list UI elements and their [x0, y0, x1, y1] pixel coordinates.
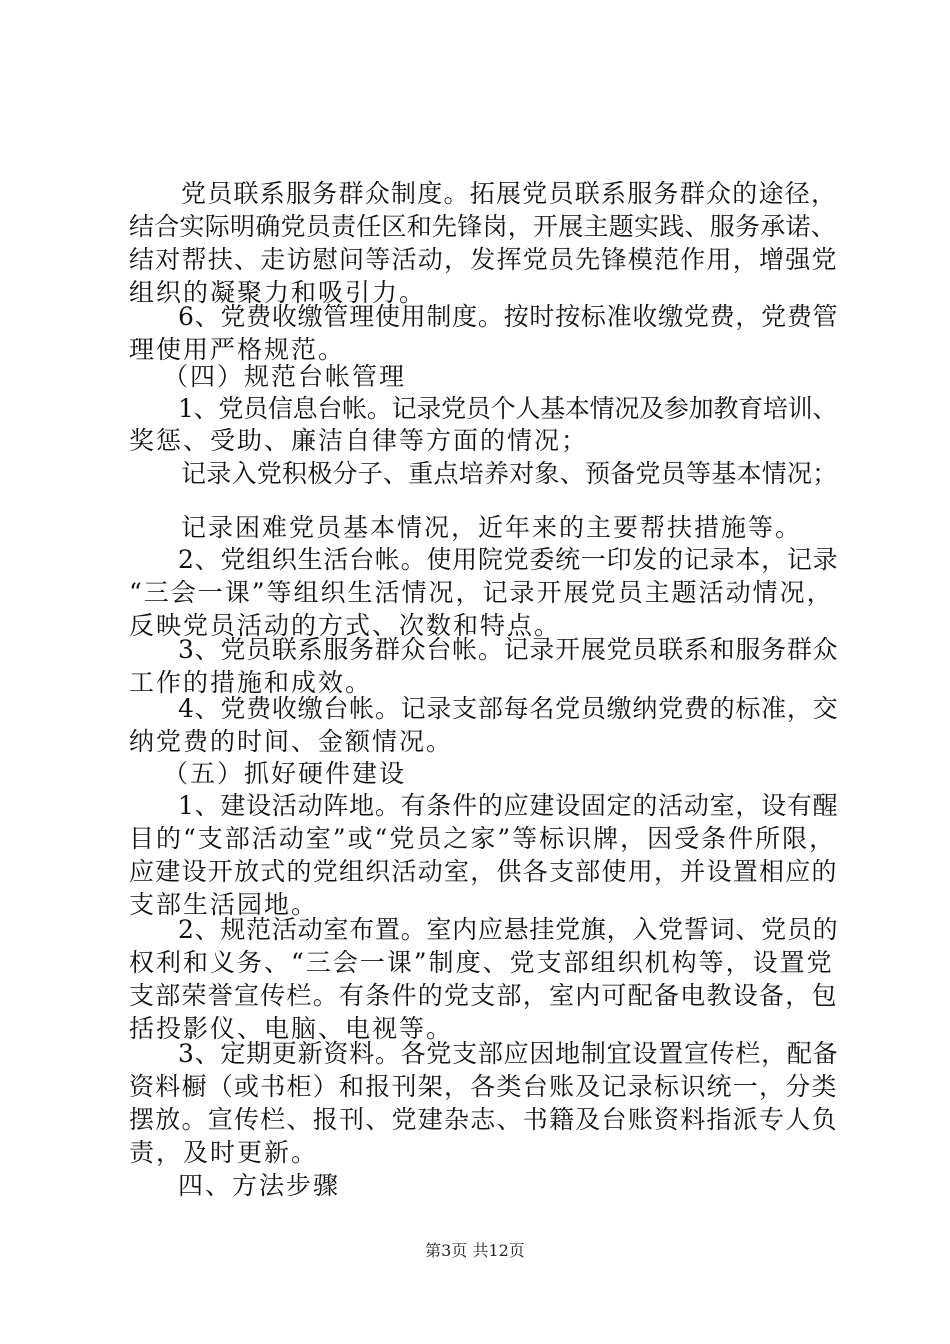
page-number: 第3页 共12页: [425, 1241, 525, 1260]
text-line: 理使用严格规范。: [129, 335, 346, 364]
section-heading: （四）规范台帐管理: [163, 362, 407, 391]
text-line: 支部荣誉宣传栏。有条件的党支部，室内可配备电教设备，包: [129, 981, 838, 1010]
text-line: 摆放。宣传栏、报刊、党建杂志、书籍及台账资料指派专人负: [129, 1105, 838, 1134]
text-line: 责，及时更新。: [129, 1138, 319, 1167]
text-line: 3、党员联系服务群众台帐。记录开展党员联系和服务群众: [178, 635, 839, 664]
section-heading: （五）抓好硬件建设: [163, 759, 407, 788]
text-line: 资料橱（或书柜）和报刊架，各类台账及记录标识统一，分类: [129, 1072, 838, 1101]
text-line: 记录入党积极分子、重点培养对象、预备党员等基本情况；: [181, 459, 838, 488]
text-line: 组织的凝聚力和吸引力。: [129, 278, 427, 307]
text-line: 结对帮扶、走访慰问等活动，发挥党员先锋模范作用，增强党: [129, 245, 838, 274]
text-line: 党员联系服务群众制度。拓展党员联系服务群众的途径，: [181, 179, 838, 208]
text-line: 反映党员活动的方式、次数和特点。: [129, 611, 562, 640]
text-line: 应建设开放式的党组织活动室，供各支部使用，并设置相应的: [129, 857, 838, 886]
text-line: 1、建设活动阵地。有条件的应建设固定的活动室，设有醒: [178, 791, 839, 820]
text-line: 2、规范活动室布置。室内应悬挂党旗，入党誓词、党员的: [178, 915, 839, 944]
text-line: 支部生活园地。: [129, 890, 319, 919]
section-heading: 四、方法步骤: [178, 1171, 341, 1200]
text-line: “三会一课”等组织生活情况，记录开展党员主题活动情况，: [129, 578, 834, 607]
text-line: 4、党费收缴台帐。记录支部每名党员缴纳党费的标准，交: [178, 694, 839, 723]
text-line: 目的“支部活动室”或“党员之家”等标识牌，因受条件所限，: [129, 824, 837, 853]
text-line: 3、定期更新资料。各党支部应因地制宜设置宣传栏，配备: [178, 1039, 839, 1068]
text-line: 6、党费收缴管理使用制度。按时按标准收缴党费，党费管: [178, 302, 839, 331]
text-line: 纳党费的时间、金额情况。: [129, 727, 454, 756]
text-line: 2、党组织生活台帐。使用院党委统一印发的记录本，记录: [178, 545, 839, 574]
text-line: 工作的措施和成效。: [129, 668, 373, 697]
text-line: 权利和义务、“三会一课”制度、党支部组织机构等，设置党: [129, 948, 834, 977]
text-line: 括投影仪、电脑、电视等。: [129, 1014, 454, 1043]
text-line: 1、党员信息台帐。记录党员个人基本情况及参加教育培训、: [178, 394, 838, 423]
text-line: 记录困难党员基本情况，近年来的主要帮扶措施等。: [181, 513, 803, 542]
text-line: 结合实际明确党员责任区和先锋岗，开展主题实践、服务承诺、: [129, 212, 837, 241]
text-line: 奖惩、受助、廉洁自律等方面的情况；: [129, 426, 589, 455]
